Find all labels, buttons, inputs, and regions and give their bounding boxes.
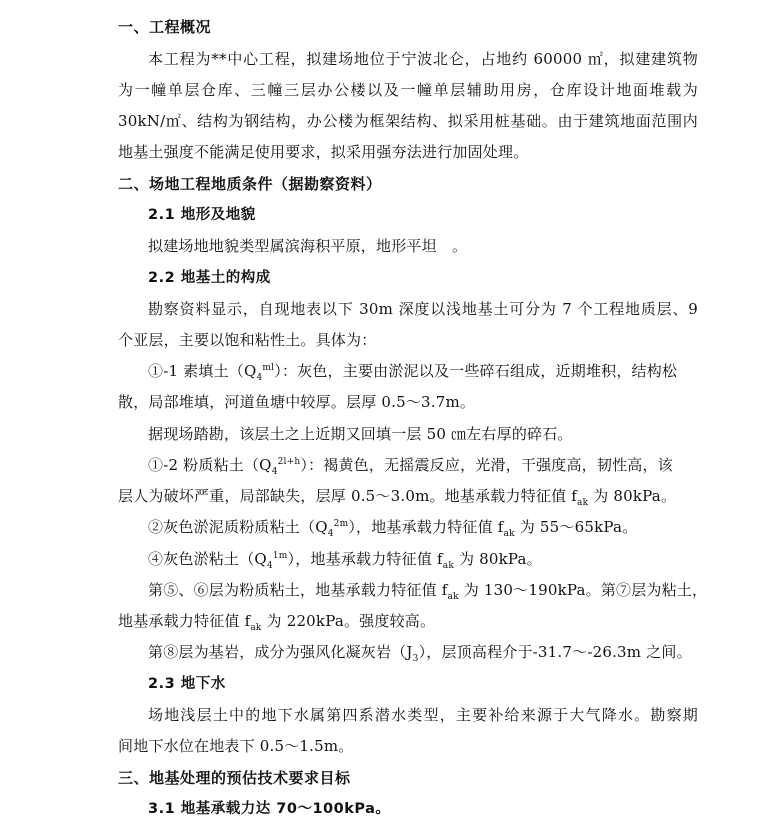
layer-1-2-line [148, 451, 728, 479]
text-span: 为 130～190kPa。第⑦层为粘土， [458, 581, 708, 599]
subscript: 4 [256, 373, 263, 383]
subscript: 4 [271, 467, 278, 477]
text-span: ）：灰色，主要由淤泥以及一些碎石组成，近期堆积，结构松 [274, 362, 678, 380]
text-span: ①-1 素填土（Q [148, 362, 257, 380]
subscript: 3 [412, 654, 419, 664]
paragraph-line: 据现场踏勘，该层土之上近期又回填一层 50 ㎝左右厚的碎石。 [148, 425, 573, 443]
text-span: ），地基承载力特征值 f [348, 518, 504, 536]
superscript: 1m [272, 551, 288, 561]
layer-2-line [148, 513, 728, 541]
text-span: ）：褐黄色，无摇震反应，光滑，干强度高，韧性高，该 [300, 456, 673, 474]
layer-1-2-line2 [118, 482, 698, 510]
text-span: ），地基承载力特征值 f [287, 550, 443, 568]
text-span: 为 80kPa。 [588, 487, 677, 505]
text-span: 第⑧层为基岩，成分为强风化凝灰岩（J [148, 643, 413, 661]
superscript: 2l+h [277, 457, 301, 467]
subscript: ak [577, 498, 589, 508]
paragraph-line: 个亚层，主要以饱和粘性土。具体为： [118, 331, 377, 349]
subsection-2-2-heading: 2.2 地基土的构成 [148, 270, 271, 286]
paragraph-line: 为一幢单层仓库、三幢三层办公楼以及一幢单层辅助用房，仓库设计地面堆载为 [118, 81, 698, 99]
text-span: 地基承载力特征值 f [118, 612, 251, 630]
paragraph-line: 拟建场地地貌类型属滨海积平原，地形平坦 。 [148, 237, 468, 255]
text-span: 为 80kPa。 [453, 550, 542, 568]
text-span: 为 55～65kPa。 [514, 518, 638, 536]
layer-5-line [148, 576, 728, 604]
text-span: ④灰色淤粘土（Q [148, 550, 267, 568]
layer-4-line [148, 545, 728, 573]
superscript: ml [262, 363, 275, 373]
text-span: 层人为破坏严重，局部缺失，层厚 0.5～3.0m。地基承载力特征值 f [118, 487, 578, 505]
layer-5-line2 [118, 607, 698, 635]
layer-8-line [148, 638, 728, 666]
paragraph-line: 散，局部堆填，河道鱼塘中较厚。层厚 0.5～3.7m。 [118, 393, 476, 411]
paragraph-line: 30kN/㎡、结构为钢结构，办公楼为框架结构、拟采用桩基础。由于建筑地面范围内 [118, 112, 698, 130]
subscript: 4 [266, 561, 273, 571]
section-1-heading: 一、工程概况 [118, 18, 212, 36]
text-span: 为 220kPa。强度较高。 [261, 612, 436, 630]
paragraph-line: 勘察资料显示，自现地表以下 30m 深度以浅地基土可分为 7 个工程地质层、9 [148, 300, 698, 318]
section-3-heading: 三、地基处理的预估技术要求目标 [118, 769, 351, 787]
subscript: 4 [327, 529, 334, 539]
subscript: ak [250, 623, 262, 633]
superscript: 2m [333, 519, 349, 529]
text-span: ），层顶高程介于-31.7～-26.3m 之间。 [418, 643, 692, 661]
subsection-2-1-heading: 2.1 地形及地貌 [148, 207, 256, 223]
layer-1-1-line [148, 357, 728, 385]
section-2-heading: 二、场地工程地质条件（据勘察资料） [118, 175, 382, 193]
subsection-2-3-heading: 2.3 地下水 [148, 676, 226, 692]
subscript: ak [503, 529, 515, 539]
subscript: ak [447, 592, 459, 602]
text-span: ①-2 粉质粘土（Q [148, 456, 272, 474]
subsection-3-1-text: 3.1 地基承载力达 70～100kPa。 [148, 801, 391, 817]
paragraph-line: 间地下水位在地表下 0.5～1.5m。 [118, 737, 354, 755]
text-span: ②灰色淤泥质粉质粘土（Q [148, 518, 328, 536]
paragraph-line: 场地浅层土中的地下水属第四系潜水类型，主要补给来源于大气降水。勘察期 [148, 706, 698, 724]
text-span: 第⑤、⑥层为粉质粘土，地基承载力特征值 f [148, 581, 448, 599]
paragraph-line: 地基土强度不能满足使用要求，拟采用强夯法进行加固处理。 [118, 143, 529, 161]
subscript: ak [442, 561, 454, 571]
paragraph-line: 本工程为**中心工程，拟建场地位于宁波北仑，占地约 60000 ㎡，拟建建筑物 [148, 50, 698, 68]
